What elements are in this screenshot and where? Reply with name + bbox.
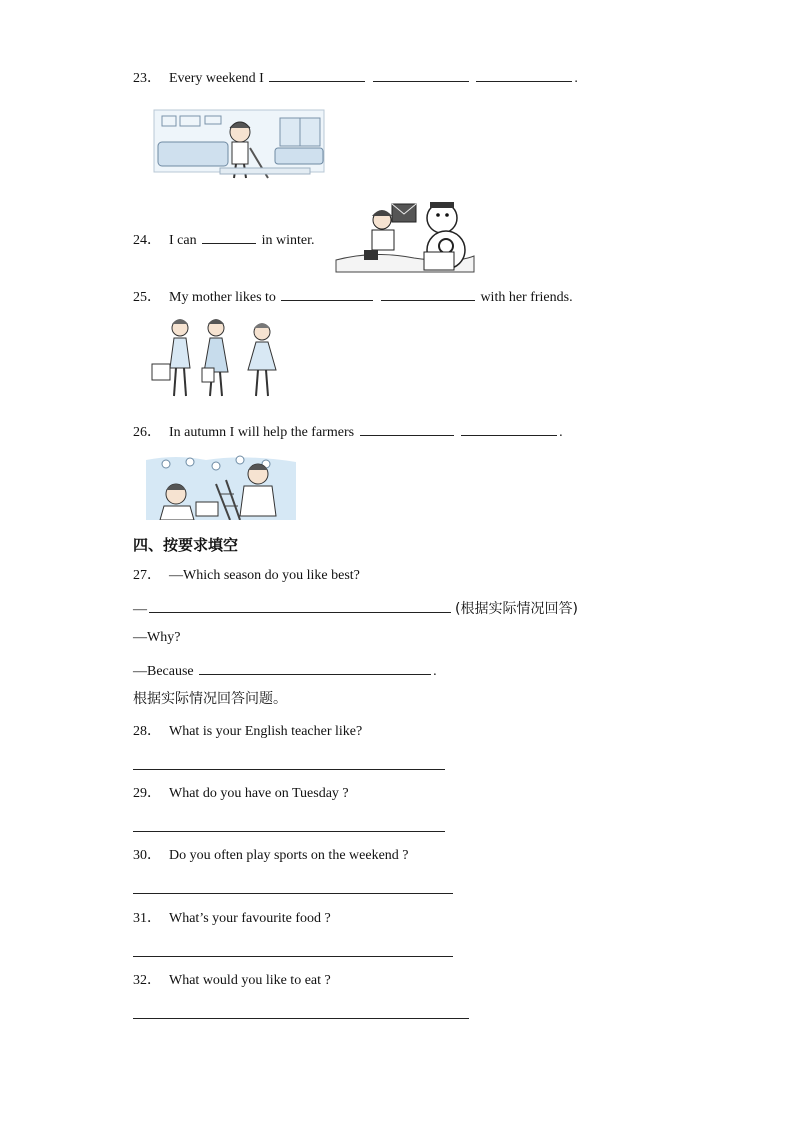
question-27-because <box>133 660 437 681</box>
question-text: What do you have on Tuesday ? <box>169 786 349 801</box>
boy-cleaning-room-illustration <box>150 104 330 184</box>
question-end: . <box>574 71 578 86</box>
answer-line[interactable] <box>133 831 445 832</box>
question-end: . <box>559 425 563 440</box>
question-text: Do you often play sports on the weekend ? <box>169 848 409 863</box>
question-end: with her friends. <box>480 290 573 305</box>
answer-blank[interactable] <box>202 229 256 244</box>
because-label: —Because <box>133 664 194 679</box>
answer-blank[interactable] <box>269 67 365 82</box>
question-27 <box>133 567 360 585</box>
answer-blank[interactable] <box>381 286 475 301</box>
question-27-answer <box>133 598 578 619</box>
question-number: 27． <box>133 568 161 583</box>
question-30 <box>133 847 409 865</box>
question-number: 23． <box>133 71 161 86</box>
question-text: Every weekend I <box>169 71 264 86</box>
question-number: 29． <box>133 786 161 801</box>
answer-blank[interactable] <box>281 286 373 301</box>
question-text: What is your English teacher like? <box>169 724 363 739</box>
picking-apples-illustration <box>146 454 296 520</box>
question-text: What would you like to eat ? <box>169 973 331 988</box>
answer-line[interactable] <box>133 956 453 957</box>
question-text: —Which season do you like best? <box>169 568 360 583</box>
section-title: 四、按要求填空 <box>133 536 239 554</box>
answer-blank[interactable] <box>476 67 572 82</box>
answer-blank[interactable] <box>199 660 431 675</box>
question-number: 32． <box>133 973 161 988</box>
question-23 <box>133 67 578 88</box>
question-end: in winter. <box>261 233 315 248</box>
women-shopping-illustration <box>146 316 292 400</box>
answer-line[interactable] <box>133 893 453 894</box>
answer-blank[interactable] <box>461 421 557 436</box>
question-text: My mother likes to <box>169 290 276 305</box>
question-number: 30． <box>133 848 161 863</box>
question-29 <box>133 785 349 803</box>
question-text: In autumn I will help the farmers <box>169 425 355 440</box>
children-making-snowman-illustration <box>334 198 476 274</box>
question-number: 28． <box>133 724 161 739</box>
instruction-text: 根据实际情况回答问题。 <box>133 691 287 707</box>
question-32 <box>133 972 331 990</box>
question-number: 26． <box>133 425 161 440</box>
answer-blank[interactable] <box>149 598 451 613</box>
answer-line[interactable] <box>133 769 445 770</box>
question-25 <box>133 286 573 307</box>
question-27-why: —Why? <box>133 630 181 645</box>
because-end: . <box>433 664 437 679</box>
question-number: 24． <box>133 233 161 248</box>
answer-line[interactable] <box>133 1018 469 1019</box>
question-26 <box>133 421 563 442</box>
question-number: 31． <box>133 911 161 926</box>
question-24 <box>133 229 314 250</box>
answer-blank[interactable] <box>360 421 454 436</box>
question-28 <box>133 723 362 741</box>
question-number: 25． <box>133 290 161 305</box>
question-text: I can <box>169 233 197 248</box>
question-31 <box>133 910 331 928</box>
question-text: What’s your favourite food ? <box>169 911 331 926</box>
answer-blank[interactable] <box>373 67 469 82</box>
answer-hint: (根据实际情况回答) <box>455 601 578 617</box>
answer-prefix: — <box>133 602 147 617</box>
